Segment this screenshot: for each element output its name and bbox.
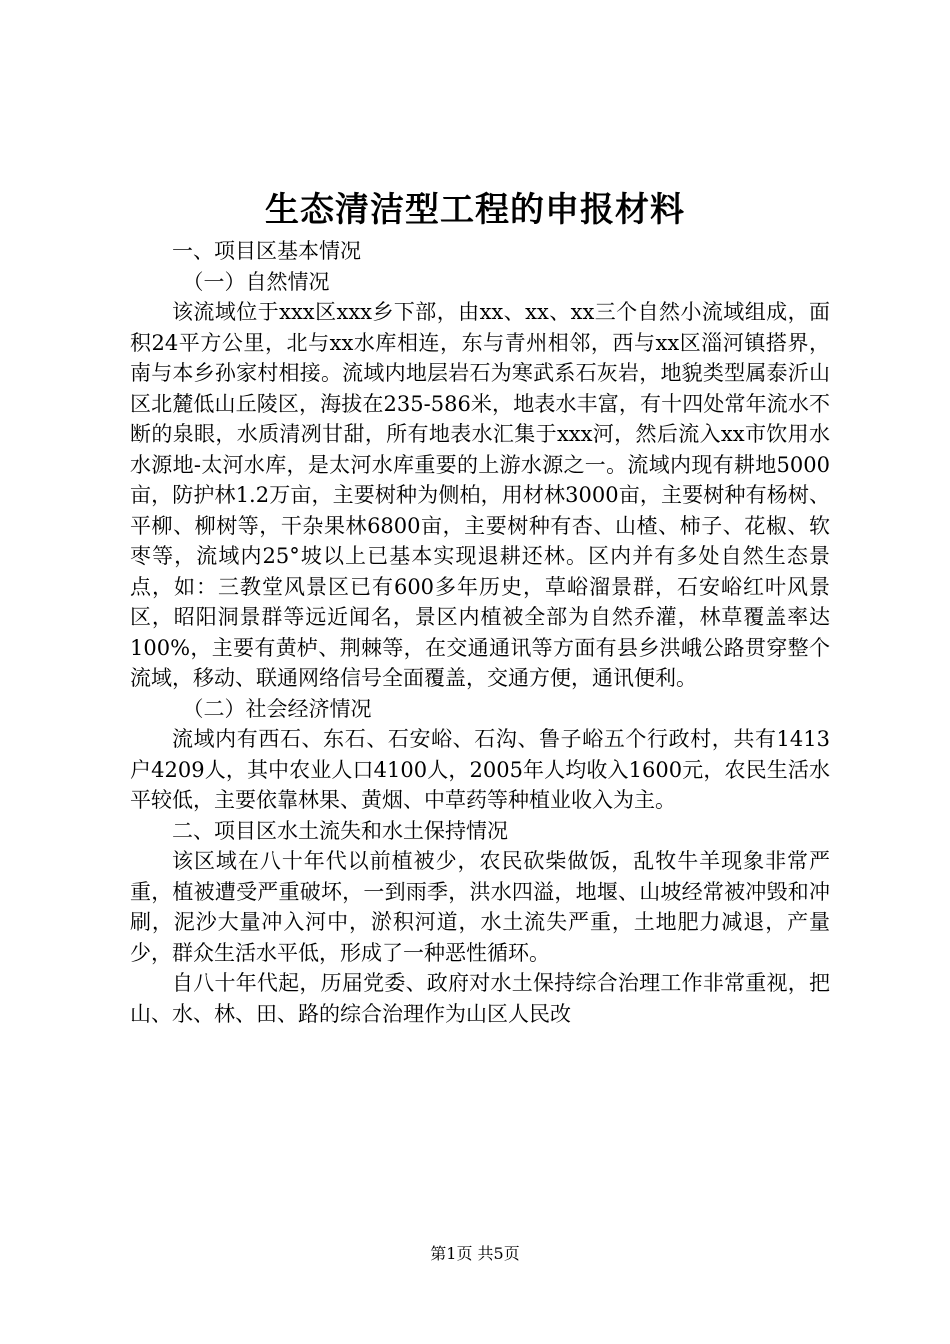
body-paragraph: 流域内有西石、东石、石安峪、石沟、鲁子峪五个行政村，共有1413户4209人，其中农业人口4100人，2005年人均收入1600元，农民生活水平较低，主要依靠林果、黄烟、中草药等种植业收入为主。 <box>130 727 830 812</box>
page-footer: 第1页 共5页 <box>430 1244 520 1263</box>
subsection-heading: （二）社会经济情况 <box>182 696 372 721</box>
section-heading: 一、项目区基本情况 <box>172 239 361 263</box>
document-title: 生态清洁型工程的申报材料 <box>265 190 685 230</box>
body-paragraph: 该流域位于xxx区xxx乡下部，由xx、xx、xx三个自然小流域组成，面积24平方公里，北与xx水库相连，东与青州相邻，西与xx区淄河镇搭界，南与本乡孙家村相接。流域内地层岩石为寒武系石灰岩，地貌类型属泰沂山区北麓低山丘陵区，海拔在235-586米，地表水丰富，有十四处常年流水不断的泉眼，水质清冽甘甜，所有地表水汇集于xxx河，然后流入xx市饮用水水源地-太河水库，是太河水库重要的上游水源之一。流域内现有耕地5000亩，防护林1.2万亩，主要树种为侧柏，用材林3000亩，主要树种有杨树、平柳、柳树等，干杂果林6800亩，主要树种有杏、山楂、柿子、花椒、软枣等，流域内25°坡以上已基本实现退耕还林。区内并有多处自然生态景点，如：三教堂风景区已有600多年历史，草峪溜景群，石安峪红叶风景区，昭阳洞景群等远近闻名，景区内植被全部为自然乔灌，林草覆盖率达100%，主要有黄栌、荆棘等，在交通通讯等方面有县乡洪峨公路贯穿整个流域，移动、联通网络信号全面覆盖，交通方便，通讯便利。 <box>130 300 830 690</box>
body-paragraph: 自八十年代起，历届党委、政府对水土保持综合治理工作非常重视，把山、水、林、田、路的综合治理作为山区人民改 <box>130 971 830 1026</box>
subsection-heading: （一）自然情况 <box>182 269 330 294</box>
document-body <box>130 236 830 1029</box>
body-paragraph: 该区域在八十年代以前植被少，农民砍柴做饭，乱牧牛羊现象非常严重，植被遭受严重破坏，一到雨季，洪水四溢，地堰、山坡经常被冲毁和冲刷，泥沙大量冲入河中，淤积河道，水土流失严重，土地肥力减退，产量少，群众生活水平低，形成了一种恶性循环。 <box>130 849 830 965</box>
section-heading: 二、项目区水土流失和水土保持情况 <box>172 818 508 843</box>
